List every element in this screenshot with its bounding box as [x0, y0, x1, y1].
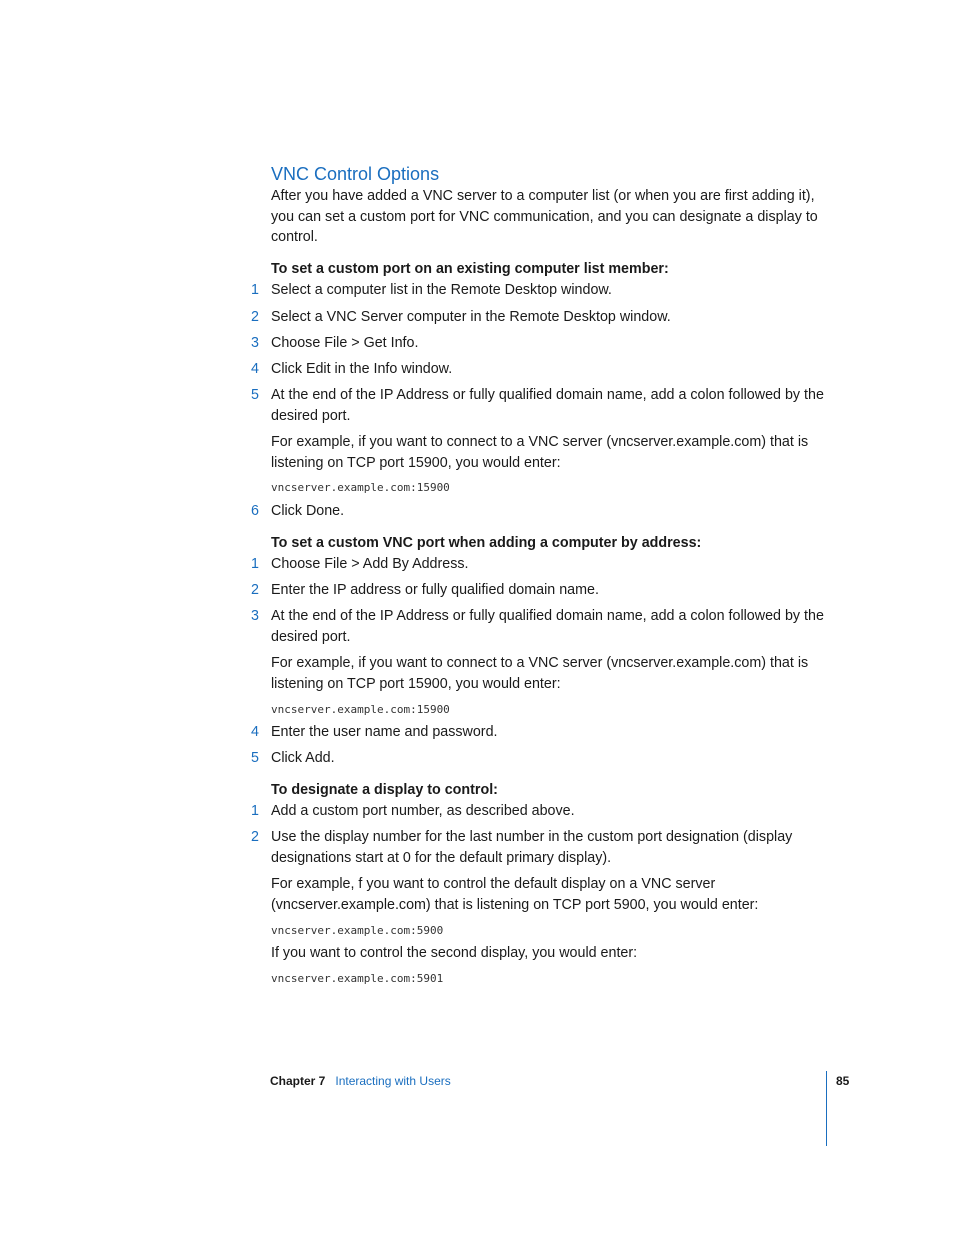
steps-list-3: [251, 801, 831, 986]
list-item: [251, 580, 831, 601]
step-text: Choose File > Get Info.: [271, 334, 419, 351]
list-item: [251, 554, 831, 575]
list-item: [251, 606, 831, 716]
step-number: 2: [251, 308, 259, 325]
step-number: 6: [251, 502, 259, 519]
step-number: 3: [251, 608, 259, 625]
step-text: Click Done.: [271, 502, 345, 519]
list-item: [251, 722, 831, 743]
footer-divider: [826, 1071, 827, 1146]
list-item: [251, 801, 831, 822]
step-number: 1: [251, 555, 259, 572]
step-number: 5: [251, 387, 259, 404]
chapter-label: Chapter 7: [270, 1074, 326, 1088]
step-text: At the end of the IP Address or fully qualified domain name, add a colon followed by the desired port.: [271, 608, 824, 645]
step-number: 1: [251, 803, 259, 820]
step-text: Select a computer list in the Remote Desktop window.: [271, 282, 612, 299]
task-title-1: To set a custom port on an existing computer list member:: [271, 261, 669, 278]
step-text: Choose File > Add By Address.: [271, 555, 469, 572]
step-number: 2: [251, 829, 259, 846]
step-text: Click Edit in the Info window.: [271, 360, 453, 377]
example-note: For example, f you want to control the default display on a VNC server (vncserver.example.com) that is listening on TCP port 5900, you would enter:: [271, 876, 759, 913]
step-text: At the end of the IP Address or fully qualified domain name, add a colon followed by the desired port.: [271, 387, 824, 424]
step-number: 1: [251, 282, 259, 299]
list-item: [251, 280, 831, 301]
step-number: 3: [251, 334, 259, 351]
code-example: vncserver.example.com:15900: [271, 481, 450, 495]
list-item: [251, 748, 831, 769]
page-number: 85: [836, 1074, 850, 1088]
step-text: Enter the user name and password.: [271, 724, 498, 741]
code-example-2: vncserver.example.com:5901: [271, 971, 444, 985]
list-item: [251, 385, 831, 495]
list-item: [251, 359, 831, 380]
step-number: 5: [251, 750, 259, 767]
step-text: Add a custom port number, as described above.: [271, 803, 575, 820]
task-title-3: To designate a display to control:: [271, 781, 498, 798]
chapter-title-link[interactable]: Interacting with Users: [335, 1074, 451, 1088]
list-item: [251, 827, 831, 986]
steps-list-2: [251, 554, 831, 769]
code-example: vncserver.example.com:15900: [271, 702, 450, 716]
step-text: Select a VNC Server computer in the Remote Desktop window.: [271, 308, 671, 325]
example-note: For example, if you want to connect to a VNC server (vncserver.example.com) that is listening on TCP port 15900, you would enter:: [271, 655, 809, 692]
code-example: vncserver.example.com:5900: [271, 923, 444, 937]
step-number: 2: [251, 582, 259, 599]
page-content: [251, 162, 831, 990]
steps-list-1: [251, 280, 831, 521]
list-item: [251, 307, 831, 328]
step-number: 4: [251, 724, 259, 741]
intro-paragraph: After you have added a VNC server to a computer list (or when you are first adding it), you can set a custom port for VNC communication, and you can designate a display to control.: [271, 188, 818, 246]
list-item: [251, 501, 831, 522]
page-footer: [270, 1073, 451, 1089]
step-text: Use the display number for the last number in the custom port designation (display designations start at 0 for the default primary display).: [271, 829, 793, 867]
step-number: 4: [251, 360, 259, 377]
step-text: Click Add.: [271, 750, 335, 767]
section-heading: VNC Control Options: [271, 164, 440, 184]
step-text: Enter the IP address or fully qualified domain name.: [271, 582, 599, 599]
list-item: [251, 333, 831, 354]
example-note-2: If you want to control the second display, you would enter:: [271, 945, 638, 962]
task-title-2: To set a custom VNC port when adding a computer by address:: [271, 534, 702, 551]
example-note: For example, if you want to connect to a VNC server (vncserver.example.com) that is listening on TCP port 15900, you would enter:: [271, 434, 809, 471]
